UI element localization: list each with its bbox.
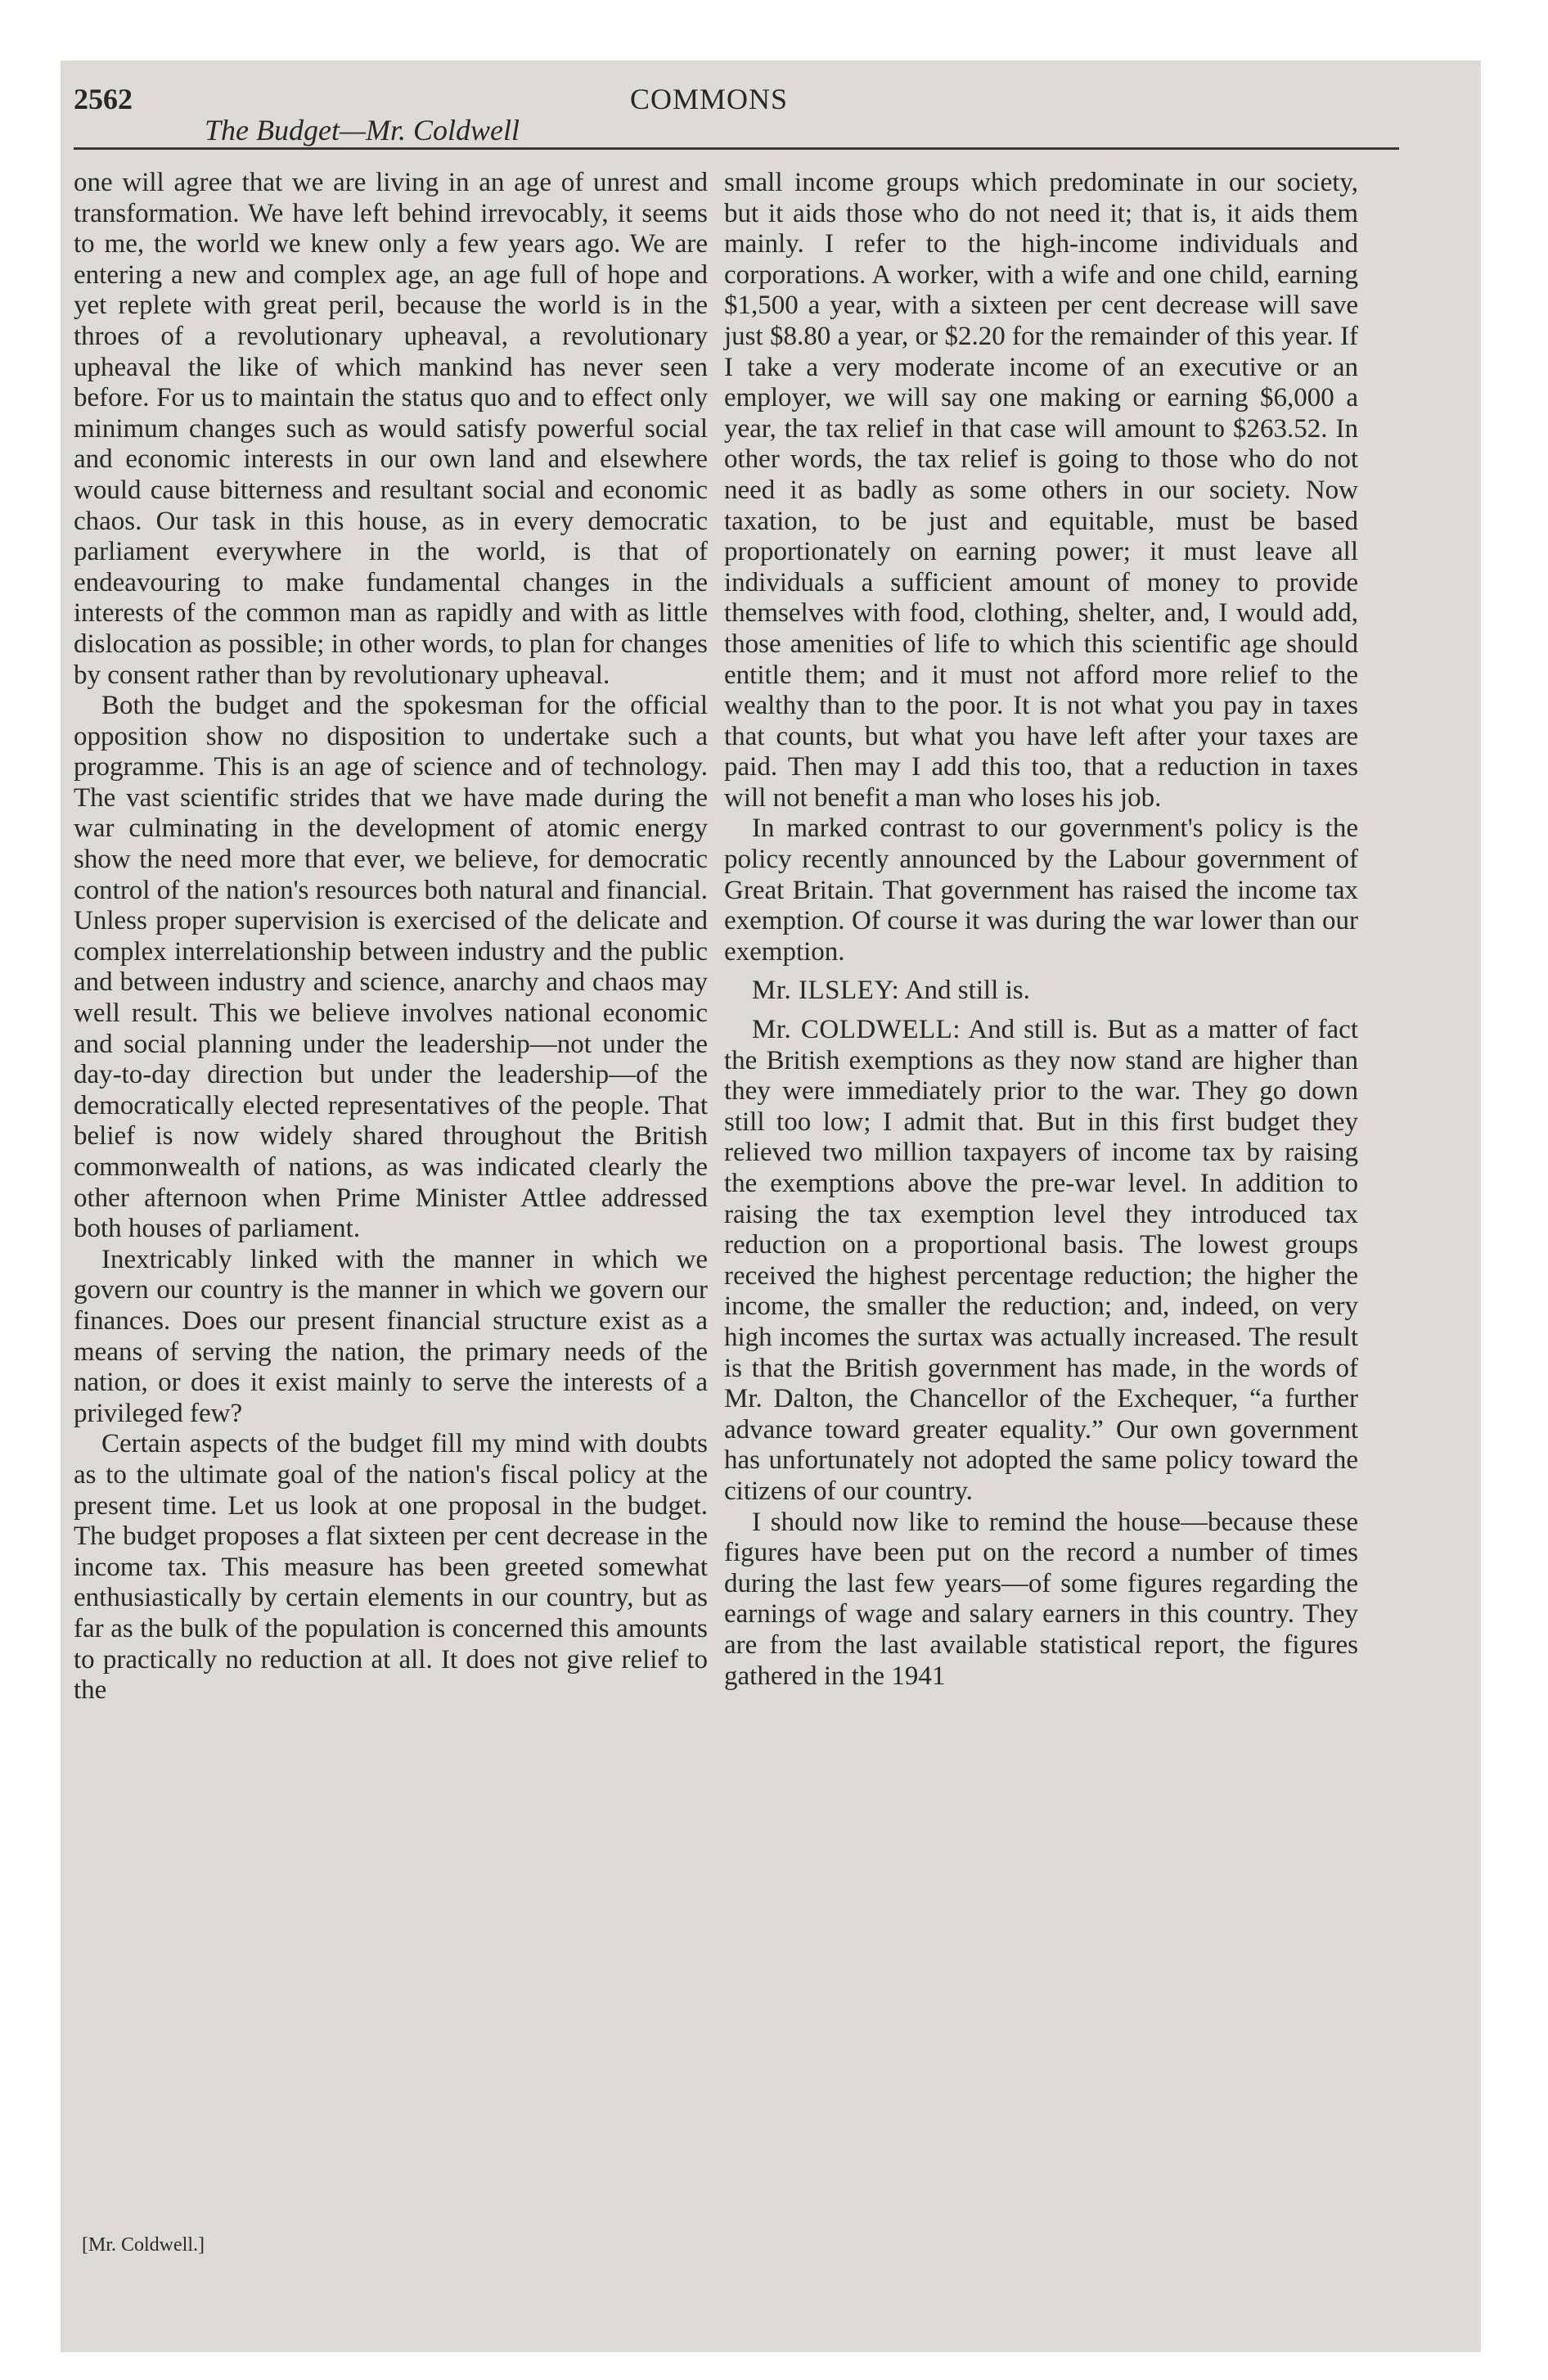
speaker-name: Mr. ILSLEY:	[752, 976, 900, 1006]
right-column	[724, 168, 1358, 1692]
paragraph: I should now like to remind the house—because these figures have been put on the record a number of times during the last few years—of some figures regarding the earnings of wage and salary earners in this country. They are from the last available statistical report, the figures gathered in the 1941	[724, 1507, 1358, 1691]
paragraph: small income groups which predominate in our society, but it aids those who do not need it; that is, it aids them mainly. I refer to the high-income individuals and corporations. A worker, with a wife and one child, earning $1,500 a year, with a sixteen per cent decrease will save just $8.80 a year, or $2.20 for the remainder of this year. If I take a very moderate income of an executive or an employer, we will say one making or earning $6,000 a year, the tax relief in that case will amount to $263.52. In other words, the tax relief is going to those who do not need it as badly as some others in our society. Now taxation, to be just and equitable, must be based proportionately on earning power; it must leave all individuals a sufficient amount of money to provide themselves with food, clothing, shelter, and, I would add, those amenities of life to which this scientific age should entitle them; and it must not afford more relief to the wealthy than to the poor. It is not what you pay in taxes that counts, but what you have left after your taxes are paid. Then may I add this too, that a reduction in taxes will not benefit a man who loses his job.	[724, 168, 1358, 813]
section-title: COMMONS	[630, 83, 789, 115]
left-column	[74, 168, 708, 1706]
speech-text: And still is.	[899, 976, 1030, 1006]
header-rule	[74, 147, 1399, 150]
paragraph: In marked contrast to our government's policy is the policy recently announced by the Labour government of Great Britain. That government has raised the income tax exemption. Of course it was during the war lower than our exemption.	[724, 814, 1358, 967]
running-head: The Budget—Mr. Coldwell	[205, 114, 520, 146]
speech-text: And still is. But as a matter of fact the British exemptions as they now stand are higher than they were immediately prior to the war. They go down still too low; I admit that. But in this first budget they relieved two million taxpayers of income tax by raising the exemptions above the pre-war level. In addition to raising the tax exemption level they introduced tax reduction on a proportional basis. The lowest groups received the highest percentage reduction; the higher the income, the smaller the reduction; and, indeed, on very high incomes the surtax was actually increased. The result is that the British government has made, in the words of Mr. Dalton, the Chancellor of the Exchequer, “a further advance toward greater equality.” Our own government has unfortunately not adopted the same policy toward the citizens of our country.	[724, 1015, 1358, 1506]
paragraph: Certain aspects of the budget fill my mind with doubts as to the ultimate goal of the nation's fiscal policy at the present time. Let us look at one proposal in the budget. The budget proposes a flat sixteen per cent decrease in the income tax. This measure has been greeted somewhat enthusiastically by certain elements in our country, but as far as the bulk of the population is concerned this amounts to practically no reduction at all. It does not give relief to the	[74, 1429, 708, 1706]
paragraph: Both the budget and the spokesman for the official opposition show no disposition to undertake such a programme. This is an age of science and of technology. The vast scientific strides that we have made during the war culminating in the development of atomic energy show the need more that ever, we believe, for democratic control of the nation's resources both natural and financial. Unless proper supervision is exercised of the delicate and complex interrelationship between industry and the public and between industry and science, anarchy and chaos may well result. This we believe involves national economic and social planning under the leadership—not under the day-to-day direction but under the leadership—of the democratically elected representatives of the people. That belief is now widely shared throughout the British commonwealth of nations, as was indicated clearly the other afternoon when Prime Minister Attlee addressed both houses of parliament.	[74, 691, 708, 1244]
speaker-attribution: [Mr. Coldwell.]	[82, 2234, 205, 2256]
page-number: 2562	[74, 83, 133, 115]
speaker-interjection	[724, 976, 1358, 1007]
speaker-paragraph	[724, 1015, 1358, 1508]
speaker-name: Mr. COLDWELL:	[752, 1015, 961, 1045]
paragraph: one will agree that we are living in an age of unrest and transformation. We have left behind irrevocably, it seems to me, the world we knew only a few years ago. We are entering a new and complex age, an age full of hope and yet replete with great peril, because the world is in the throes of a revolutionary upheaval, a revolutionary upheaval the like of which mankind has never seen before. For us to maintain the status quo and to effect only minimum changes such as would satisfy powerful social and economic interests in our own land and elsewhere would cause bitterness and resultant social and economic chaos. Our task in this house, as in every democratic parliament everywhere in the world, is that of endeavouring to make fundamental changes in the interests of the common man as rapidly and with as little dislocation as possible; in other words, to plan for changes by consent rather than by revolutionary upheaval.	[74, 168, 708, 690]
paragraph: Inextricably linked with the manner in which we govern our country is the manner in which we govern our finances. Does our present financial structure exist as a means of serving the nation, the primary needs of the nation, or does it exist mainly to serve the interests of a privileged few?	[74, 1244, 708, 1428]
